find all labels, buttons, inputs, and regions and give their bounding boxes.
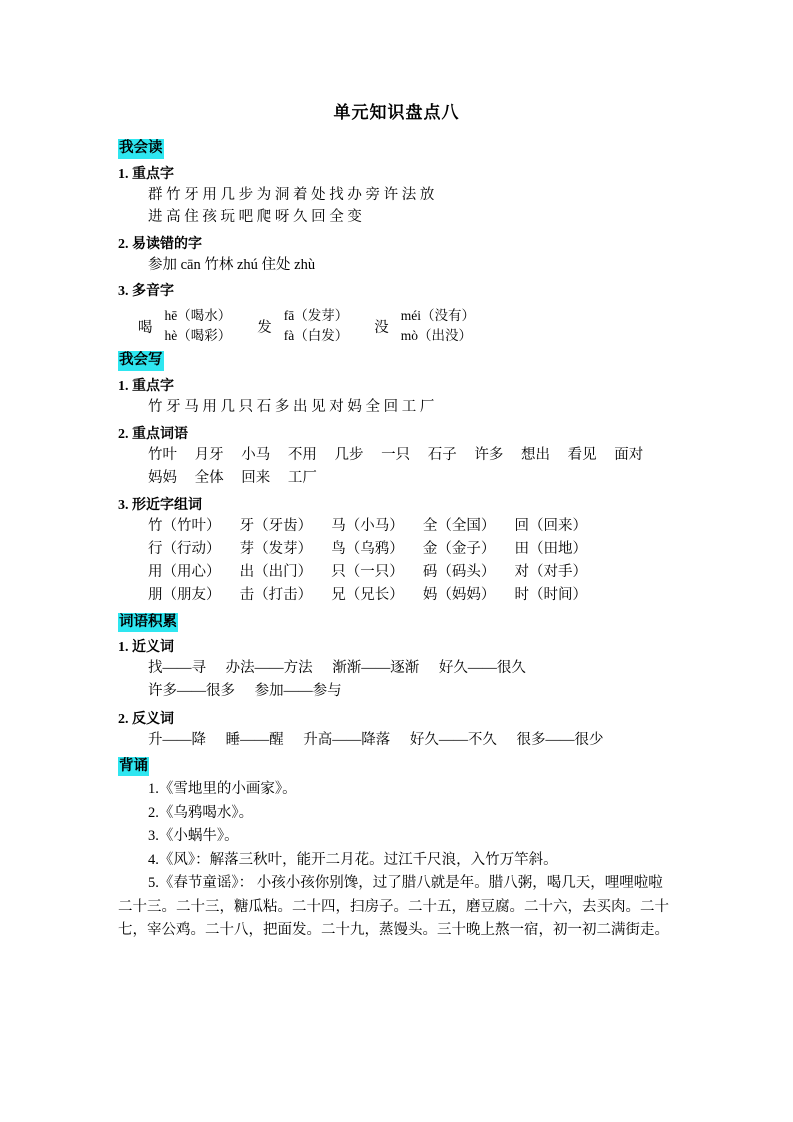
- char-line: 竹 牙 马 用 几 只 石 多 出 见 对 妈 全 回 工 厂: [148, 399, 435, 416]
- word-item: 不用: [287, 446, 317, 463]
- word-item: 面对: [614, 446, 644, 463]
- polyphone-reading: hē（喝水）: [164, 307, 232, 323]
- similar-char-cell: 鸟（乌鸦）: [331, 541, 404, 558]
- similar-char-cell: 芽（发芽）: [239, 541, 313, 558]
- similar-char-row: [148, 515, 675, 538]
- similar-char-cell: 马（小马）: [331, 517, 404, 534]
- polyphone-group: [374, 306, 475, 347]
- similar-char-cell: 出（出门）: [239, 564, 313, 581]
- synonym-pair: 办法——方法: [225, 660, 313, 677]
- similar-char-cell: 田（田地）: [514, 541, 587, 558]
- word-item: 想出: [521, 446, 550, 463]
- synonym-pair: 好久——很久: [438, 660, 526, 677]
- similar-char-cell: 回（回来）: [514, 517, 587, 534]
- word-item: 看见: [567, 446, 597, 463]
- subsection-label-fanyici: 2. 反义词: [118, 711, 174, 727]
- recite-item-long: 5.《春节童谣》： 小孩小孩你别馋，过了腊八就是年。腊八粥，喝几天，哩哩啦啦二十三。二十三，糖瓜粘。二十四，扫房子。二十五，磨豆腐。二十六，去买肉。二十七，宰公鸡。二十八，把面发。二十九，蒸馒头。三十晚上熬一宿，初一初二满街走。: [118, 875, 669, 939]
- similar-char-cell: 朋（朋友）: [148, 587, 221, 604]
- polyphone-char: 喝: [138, 319, 153, 336]
- polyphone-group: [138, 306, 231, 347]
- polyphone-char: 没: [374, 319, 389, 336]
- key-words-list: [148, 467, 675, 490]
- antonym-row: [148, 729, 675, 752]
- similar-char-cell: 击（打击）: [239, 587, 313, 604]
- word-item: 全体: [194, 469, 224, 486]
- polyphone-reading: fā（发芽）: [283, 307, 349, 323]
- mispronounced-line: 参加 cān 竹林 zhú 住处 zhù: [148, 256, 316, 273]
- similar-char-cell: 妈（妈妈）: [422, 587, 496, 604]
- similar-char-cell: 竹（竹叶）: [148, 517, 221, 534]
- polyphone-group: [257, 306, 348, 347]
- page-title: 单元知识盘点八: [333, 103, 460, 122]
- antonym-pair: 升——降: [148, 731, 206, 748]
- polyphone-readings: [284, 306, 349, 347]
- similar-char-cell: 金（金子）: [422, 541, 496, 558]
- word-item: 石子: [427, 446, 457, 463]
- polyphone-readings: [401, 306, 475, 347]
- similar-char-row: [148, 561, 675, 584]
- word-item: 妈妈: [148, 469, 177, 486]
- subsection-label-jinyici: 1. 近义词: [118, 640, 174, 656]
- antonym-pair: 升高——降落: [303, 731, 391, 748]
- subsection-label-xingjinzi: 3. 形近字组词: [118, 497, 202, 513]
- word-item: 一只: [381, 446, 411, 463]
- similar-char-cell: 全（全国）: [422, 517, 496, 534]
- char-line: 进 高 住 孩 玩 吧 爬 呀 久 回 全 变: [148, 209, 362, 226]
- synonym-pair: 许多——很多: [148, 683, 235, 700]
- recite-item: 2.《乌鸦喝水》。: [148, 804, 254, 821]
- char-line: 群 竹 牙 用 几 步 为 洞 着 处 找 办 旁 许 法 放: [148, 186, 435, 203]
- polyphone-reading: fà（白发）: [283, 328, 349, 344]
- similar-char-cell: 兄（兄长）: [331, 587, 404, 604]
- section-heading-beisong: [118, 757, 675, 777]
- subsection-label-zhongdianzi-read: 1. 重点字: [118, 166, 174, 182]
- word-item: 月牙: [194, 446, 224, 463]
- document-content: [118, 139, 675, 943]
- section-heading-wo-hui-du: [118, 139, 675, 159]
- polyphone-table: [138, 306, 675, 347]
- similar-char-cell: 时（时间）: [514, 587, 587, 604]
- polyphone-reading: mò（出没）: [400, 328, 473, 344]
- word-item: 小马: [241, 446, 271, 463]
- antonym-pair: 好久——不久: [409, 731, 497, 748]
- similar-char-cell: 只（一只）: [331, 564, 404, 581]
- similar-char-cell: 行（行动）: [148, 541, 221, 558]
- polyphone-readings: [165, 306, 232, 347]
- recite-item: 1.《雪地里的小画家》。: [148, 781, 297, 798]
- synonym-row: [148, 657, 675, 680]
- section-heading-label: 我会读: [118, 139, 164, 159]
- word-item: 许多: [474, 446, 504, 463]
- synonym-pair: 参加——参与: [254, 683, 342, 700]
- synonym-pair: 找——寻: [148, 660, 206, 677]
- section-heading-label: 背诵: [118, 757, 149, 777]
- section-heading-label: 我会写: [118, 351, 164, 371]
- similar-char-cell: 牙（牙齿）: [239, 517, 313, 534]
- polyphone-char: 发: [257, 319, 272, 336]
- subsection-label-duoyinzi: 3. 多音字: [118, 283, 174, 299]
- word-item: 回来: [241, 469, 271, 486]
- section-heading-wo-hui-xie: [118, 351, 675, 371]
- similar-char-row: [148, 584, 675, 607]
- subsection-label-zhongdianciyu: 2. 重点词语: [118, 426, 188, 442]
- word-item: 几步: [334, 446, 364, 463]
- synonym-row: [148, 680, 675, 703]
- similar-char-row: [148, 538, 675, 561]
- recite-item: 3.《小蜗牛》。: [148, 828, 239, 845]
- antonym-pair: 睡——醒: [225, 731, 284, 748]
- key-words-list: [148, 444, 675, 467]
- subsection-label-yidoucuo: 2. 易读错的字: [118, 236, 202, 252]
- similar-char-cell: 用（用心）: [148, 564, 221, 581]
- polyphone-reading: méi（没有）: [400, 307, 475, 323]
- synonym-pair: 渐渐——逐渐: [332, 660, 420, 677]
- similar-char-cell: 码（码头）: [422, 564, 496, 581]
- similar-char-cell: 对（对手）: [514, 564, 587, 581]
- word-item: 工厂: [287, 469, 317, 486]
- word-item: 竹叶: [148, 446, 177, 463]
- section-heading-ciyu-jilei: [118, 613, 675, 633]
- subsection-label-zhongdianzi-write: 1. 重点字: [118, 379, 174, 395]
- section-heading-label: 词语积累: [118, 613, 178, 633]
- recite-item: 4.《风》：解落三秋叶，能开二月花。过江千尺浪，入竹万竿斜。: [148, 851, 558, 868]
- polyphone-reading: hè（喝彩）: [164, 328, 232, 344]
- antonym-pair: 很多——很少: [516, 731, 604, 748]
